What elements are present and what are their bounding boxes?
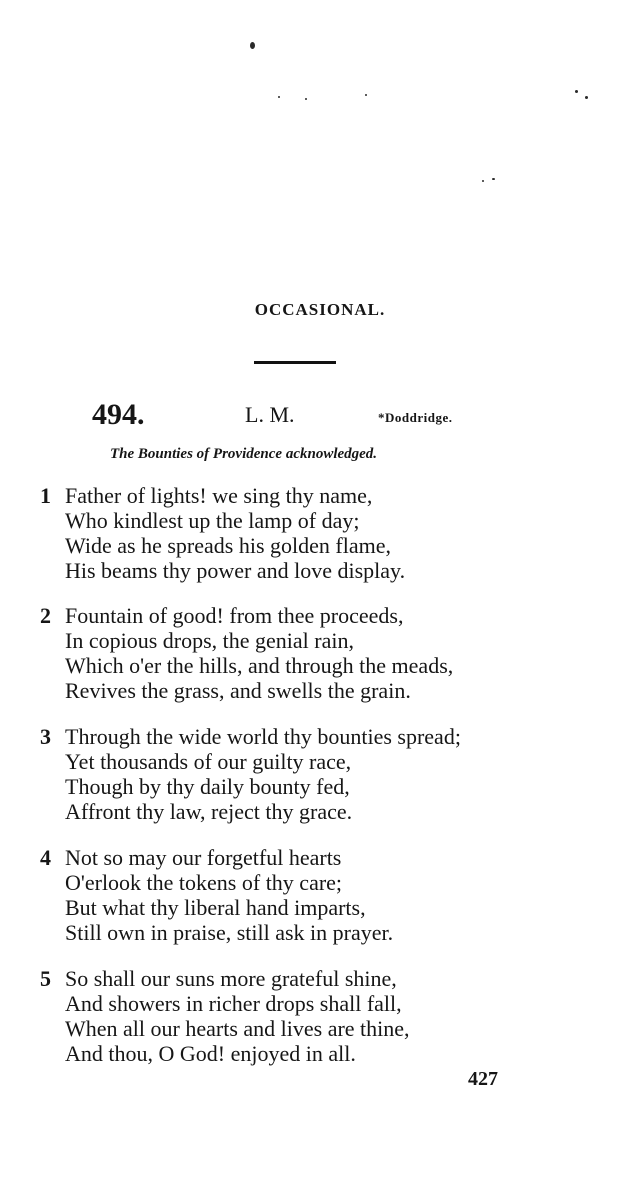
section-title: OCCASIONAL. [254,300,386,319]
verse-line: O'erlook the tokens of thy care; [65,870,343,895]
scan-speck [575,90,578,93]
stanza-number: 1 [40,483,51,508]
scan-speck [492,178,495,180]
scan-speck [305,98,307,100]
section-divider [254,361,336,364]
hymn-author: *Doddridge. [378,410,453,425]
verse-line: Though by thy daily bounty fed, [65,774,350,799]
verse-line: Which o'er the hills, and through the meads, [65,653,454,678]
verse-line: But what thy liberal hand imparts, [65,895,366,920]
hymn-meter: L. M. [245,402,295,427]
verse-line: Affront thy law, reject thy grace. [65,799,353,824]
verse-line: And thou, O God! enjoyed in all. [65,1041,356,1066]
verse-line: Father of lights! we sing thy name, [65,483,373,508]
verse-line: Through the wide world thy bounties spread; [65,724,461,749]
stanza-number: 2 [40,603,51,628]
verse-line: Revives the grass, and swells the grain. [65,678,411,703]
verse-line: When all our hearts and lives are thine, [65,1016,410,1041]
verse-line: Fountain of good! from thee proceeds, [65,603,404,628]
verse-line: Still own in praise, still ask in prayer. [65,920,394,945]
verse-line: In copious drops, the genial rain, [65,628,354,653]
verse-line: His beams thy power and love display. [65,558,406,583]
verse-line: And showers in richer drops shall fall, [65,991,402,1016]
verse-line: Not so may our forgetful hearts [65,845,342,870]
scan-speck [250,42,255,49]
hymn-number: 494. [92,398,145,431]
stanza-number: 3 [40,724,51,749]
verse-line: Yet thousands of our guilty race, [65,749,352,774]
scan-speck [482,180,484,182]
stanza-number: 5 [40,966,51,991]
verse-line: Who kindlest up the lamp of day; [65,508,360,533]
stanza-number: 4 [40,845,51,870]
scan-speck [585,96,588,99]
verse-line: Wide as he spreads his golden flame, [65,533,391,558]
page-number: 427 [468,1068,498,1090]
scan-speck [365,94,367,96]
verse-line: So shall our suns more grateful shine, [65,966,397,991]
hymn-subtitle: The Bounties of Providence acknowledged. [110,446,378,462]
scan-speck [278,96,280,98]
